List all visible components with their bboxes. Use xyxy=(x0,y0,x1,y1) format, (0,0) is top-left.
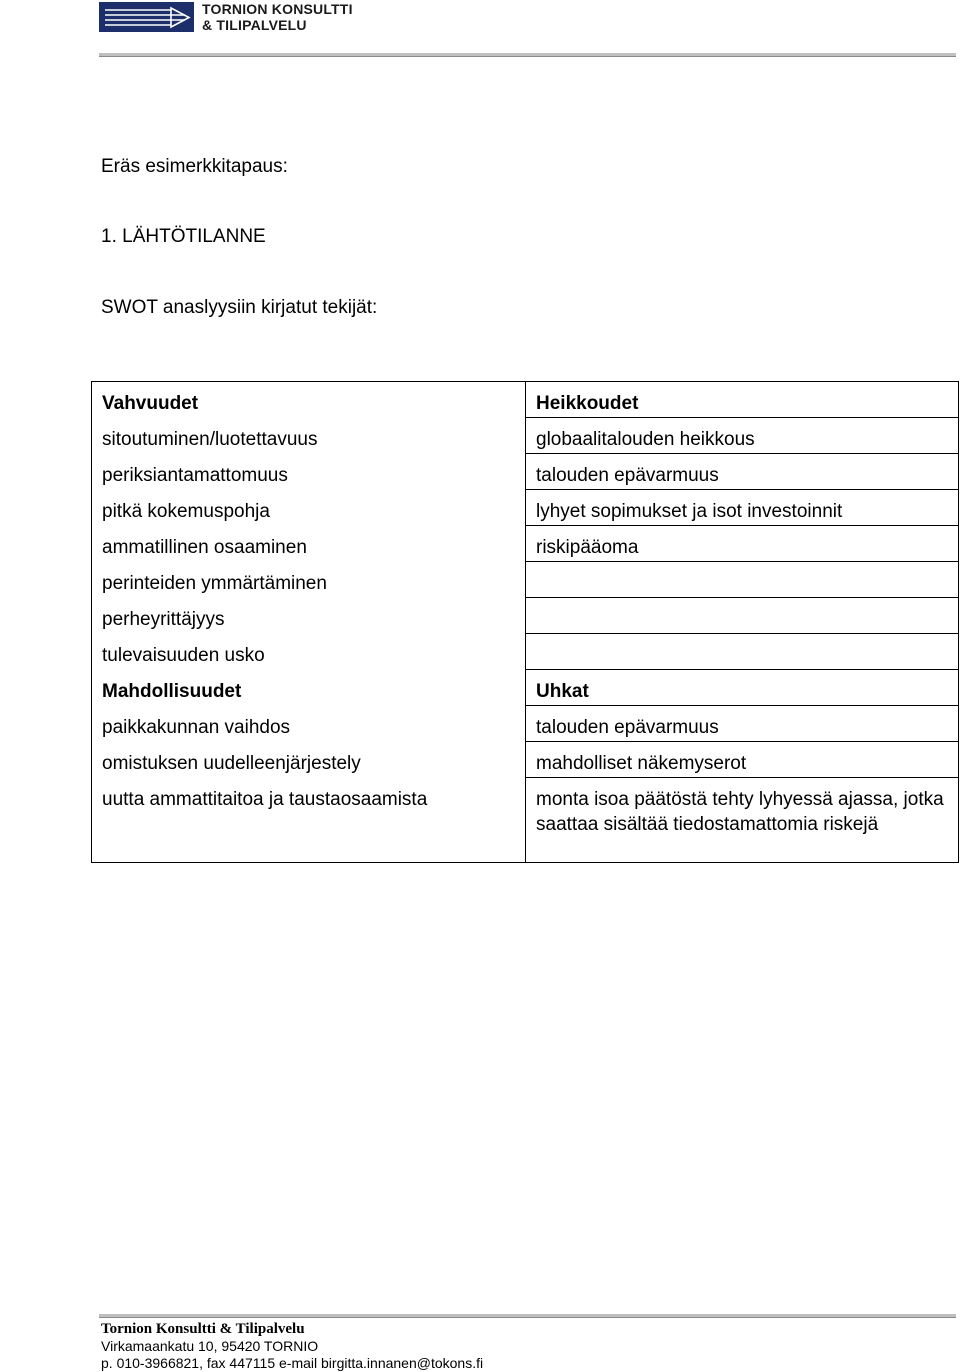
footer-contact: p. 010-3966821, fax 447115 e-mail birgitta.innanen@tokons.fi xyxy=(101,1355,484,1371)
swot-row xyxy=(92,562,959,598)
swot-cell-right xyxy=(526,634,959,670)
footer-divider-shadow xyxy=(99,1317,956,1318)
page-footer xyxy=(101,1321,483,1372)
swot-section-row xyxy=(92,382,959,418)
swot-cell-left: paikkakunnan vaihdos xyxy=(92,706,526,742)
swot-table xyxy=(91,381,959,863)
swot-heading-left: Mahdollisuudet xyxy=(92,670,526,706)
footer-company: Tornion Konsultti & Tilipalvelu xyxy=(101,1321,305,1337)
swot-cell-left: tulevaisuuden usko xyxy=(92,634,526,670)
company-logo xyxy=(99,1,353,36)
header-divider-shadow xyxy=(99,56,956,57)
swot-row xyxy=(92,742,959,778)
logo-line-1: TORNION KONSULTTI xyxy=(202,1,353,17)
swot-cell-right xyxy=(526,562,959,598)
swot-cell-left: perheyrittäjyys xyxy=(92,598,526,634)
swot-row xyxy=(92,706,959,742)
swot-cell-left: sitoutuminen/luotettavuus xyxy=(92,418,526,454)
swot-cell-left: omistuksen uudelleenjärjestely xyxy=(92,742,526,778)
swot-cell-right: riskipääoma xyxy=(526,526,959,562)
swot-intro-text: SWOT anaslyysiin kirjatut tekijät: xyxy=(101,297,378,318)
swot-cell-right: globaalitalouden heikkous xyxy=(526,418,959,454)
swot-cell-left: uutta ammattitaitoa ja taustaosaamista xyxy=(92,778,526,863)
swot-row xyxy=(92,454,959,490)
swot-row xyxy=(92,490,959,526)
swot-cell-left: perinteiden ymmärtäminen xyxy=(92,562,526,598)
swot-heading-left: Vahvuudet xyxy=(92,382,526,418)
example-label: Eräs esimerkkitapaus: xyxy=(101,156,288,177)
logo-line-2: & TILIPALVELU xyxy=(202,17,307,33)
logo-wordmark xyxy=(202,1,353,33)
pencil-logo-icon xyxy=(99,2,194,32)
swot-cell-right: monta isoa päätöstä tehty lyhyessä ajassa, jotka saattaa sisältää tiedostamattomia riskejä xyxy=(526,778,959,863)
swot-row xyxy=(92,418,959,454)
swot-cell-left: ammatillinen osaaminen xyxy=(92,526,526,562)
swot-cell-right: lyhyet sopimukset ja isot investoinnit xyxy=(526,490,959,526)
section-heading: 1. LÄHTÖTILANNE xyxy=(101,226,266,247)
swot-cell-left: pitkä kokemuspohja xyxy=(92,490,526,526)
footer-address: Virkamaankatu 10, 95420 TORNIO xyxy=(101,1338,319,1354)
swot-cell-right: talouden epävarmuus xyxy=(526,706,959,742)
swot-cell-left: periksiantamattomuus xyxy=(92,454,526,490)
swot-cell-right xyxy=(526,598,959,634)
swot-heading-right: Uhkat xyxy=(526,670,959,706)
swot-row xyxy=(92,526,959,562)
swot-cell-right: mahdolliset näkemyserot xyxy=(526,742,959,778)
swot-heading-right: Heikkoudet xyxy=(526,382,959,418)
swot-row xyxy=(92,634,959,670)
swot-row xyxy=(92,598,959,634)
swot-row xyxy=(92,778,959,863)
swot-cell-right: talouden epävarmuus xyxy=(526,454,959,490)
swot-section-row xyxy=(92,670,959,706)
